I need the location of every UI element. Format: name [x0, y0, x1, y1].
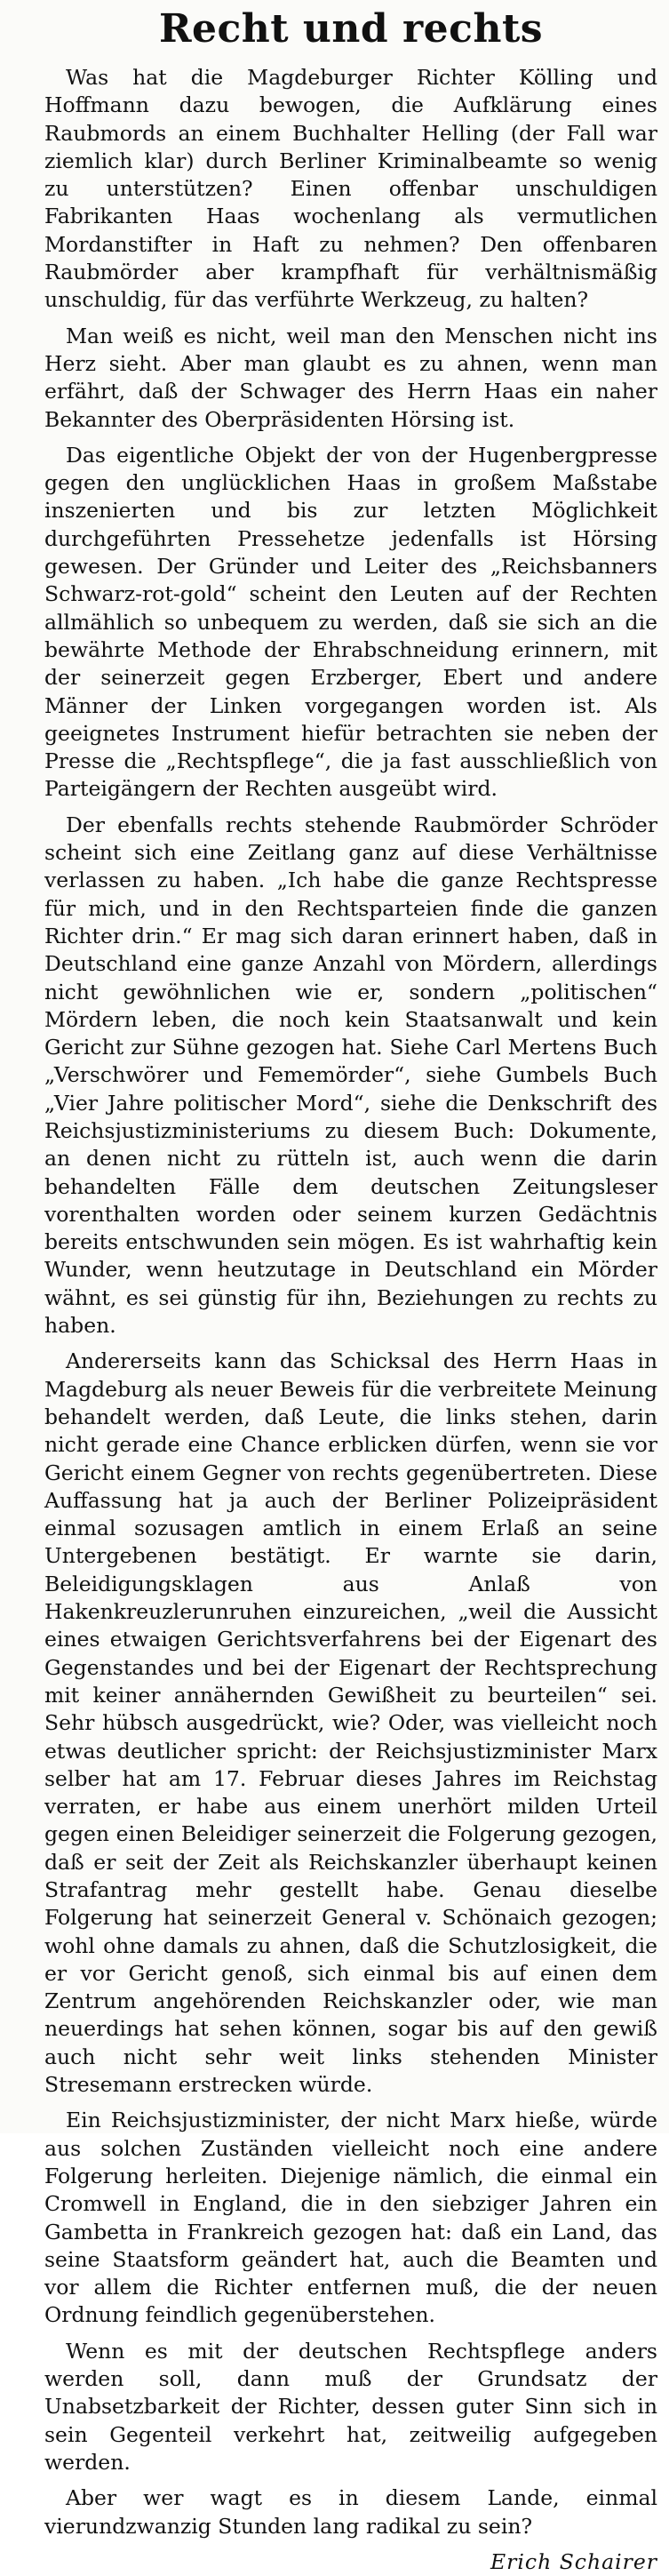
article-paragraph-5: Andererseits kann das Schicksal des Herrn Haas in Magdeburg als neuer Beweis für die verbreitete Meinung behandelt werden, daß Leute, die links stehen, darin nicht gerade eine Chance erblicken dürfen, wenn sie vor Gericht einem Gegner von rechts gegenübertreten. Diese Auffassung hat ja auch der Berliner Polizeipräsident einmal sozusagen amtlich in einem Erlaß an seine Untergebenen bestätigt. Er warnte sie darin, Beleidigungsklagen aus Anlaß von Hakenkreuzlerunruhen einzureichen, „weil die Aussicht eines etwaigen Gerichtsverfahrens bei der Eigenart des Gegenstandes und bei der Eigenart der Rechtsprechung mit keiner annähernden Gewißheit zu beurteilen“ sei. Sehr hübsch ausgedrückt, wie? Oder, was vielleicht noch etwas deutlicher spricht: der Reichsjustizminister Marx selber hat am 17. Februar dieses Jahres im Reichstag verraten, er habe aus einem unerhört milden Urteil gegen einen Beleidiger seinerzeit die Folgerung gezogen, daß er seit der Zeit als Reichskanzler überhaupt keinen Strafantrag mehr gestellt habe. Genau dieselbe Folgerung hat seinerzeit General v. Schönaich gezogen; wohl ohne damals zu ahnen, daß die Schutzlosigkeit, die er vor Gericht genoß, sich einmal bis auf einen dem Zentrum angehörenden Reichskanzler oder, wie man neuerdings hat sehen können, sogar bis auf den gewiß auch nicht sehr weit links stehenden Minister Stresemann erstrecken würde. [44, 1348, 657, 2098]
article-title: Recht und rechts [158, 6, 544, 52]
article-paragraph-7: Wenn es mit der deutschen Rechtspflege anders werden soll, dann muß der Grundsatz der Unabsetzbarkeit der Richter, dessen guter Sinn sich in sein Gegenteil verkehrt hat, zeitweilig aufgegeben werden. [44, 2338, 657, 2475]
article-paragraph-2: Man weiß es nicht, weil man den Menschen nicht ins Herz sieht. Aber man glaubt es zu ahnen, wenn man erfährt, daß der Schwager des Herrn Haas ein naher Bekannter des Oberpräsidenten Hörsing ist. [44, 323, 657, 432]
article-paragraph-1: Was hat die Magdeburger Richter Kölling und Hoffmann dazu bewogen, die Aufklärung eines Raubmords an einem Buchhalter Helling (der Fall war ziemlich klar) durch Berliner Kriminalbeamte so wenig zu unterstützen? Einen offenbar unschuldigen Fabrikanten Haas wochenlang als vermutlichen Mordanstifter in Haft zu nehmen? Den offenbaren Raubmörder aber krampfhaft für verhältnismäßig unschuldig, für das verführte Werkzeug, zu halten? [44, 65, 657, 313]
author-signature: Erich Schairer [490, 2548, 657, 2574]
article-paragraph-4: Der ebenfalls rechts stehende Raubmörder Schröder scheint sich eine Zeitlang ganz auf diese Verhältnisse verlassen zu haben. „Ich habe die ganze Rechtspresse für mich, und in den Rechtsparteien finde die ganzen Richter drin.“ Er mag sich daran erinnert haben, daß in Deutschland eine ganze Anzahl von Mördern, allerdings nicht gewöhnlichen wie er, sondern „politischen“ Mördern leben, die noch kein Staatsanwalt und kein Gericht zur Sühne gezogen hat. Siehe Carl Mertens Buch „Verschwörer und Fememörder“, siehe Gumbels Buch „Vier Jahre politischer Mord“, siehe die Denkschrift des Reichsjustizministeriums zu diesem Buch: Dokumente, an denen nicht zu rütteln ist, auch wenn die darin behandelten Fälle dem deutschen Zeitungsleser vorenthalten worden oder seinem kurzen Gedächtnis bereits entschwunden sein mögen. Es ist wahrhaftig kein Wunder, wenn heutzutage in Deutschland ein Mörder wähnt, es sei günstig für ihn, Beziehungen zu rechts zu haben. [44, 812, 657, 1339]
article-paragraph-3: Das eigentliche Objekt der von der Hugenbergpresse gegen den unglücklichen Haas in großem Maßstabe inszenierten und bis zur letzten Möglichkeit durchgeführten Pressehetze jedenfalls ist Hörsing gewesen. Der Gründer und Leiter des „Reichsbanners Schwarz-rot-gold“ scheint den Leuten auf der Rechten allmählich so unbequem zu werden, daß sie sich an die bewährte Methode der Ehrabschneidung erinnern, mit der seinerzeit gegen Erzberger, Ebert und andere Männer der Linken vorgegangen worden ist. Als geeignetes Instrument hiefür betrachten sie neben der Presse die „Rechtspflege“, die ja fast ausschließlich von Parteigängern der Rechten ausgeübt wird. [44, 442, 657, 802]
article-paragraph-8: Aber wer wagt es in diesem Lande, einmal vierundzwanzig Stunden lang radikal zu sein? [44, 2485, 657, 2539]
article-paragraph-6: Ein Reichsjustizminister, der nicht Marx hieße, würde aus solchen Zuständen vielleicht noch eine andere Folgerung herleiten. Diejenige nämlich, die einmal ein Cromwell in England, die in den siebziger Jahren ein Gambetta in Frankreich gezogen hat: daß ein Land, das seine Staatsform geändert hat, auch die Beamten und vor allem die Richter entfernen muß, die der neuen Ordnung feindlich gegenüberstehen. [44, 2108, 657, 2328]
article-column [44, 5, 657, 2576]
